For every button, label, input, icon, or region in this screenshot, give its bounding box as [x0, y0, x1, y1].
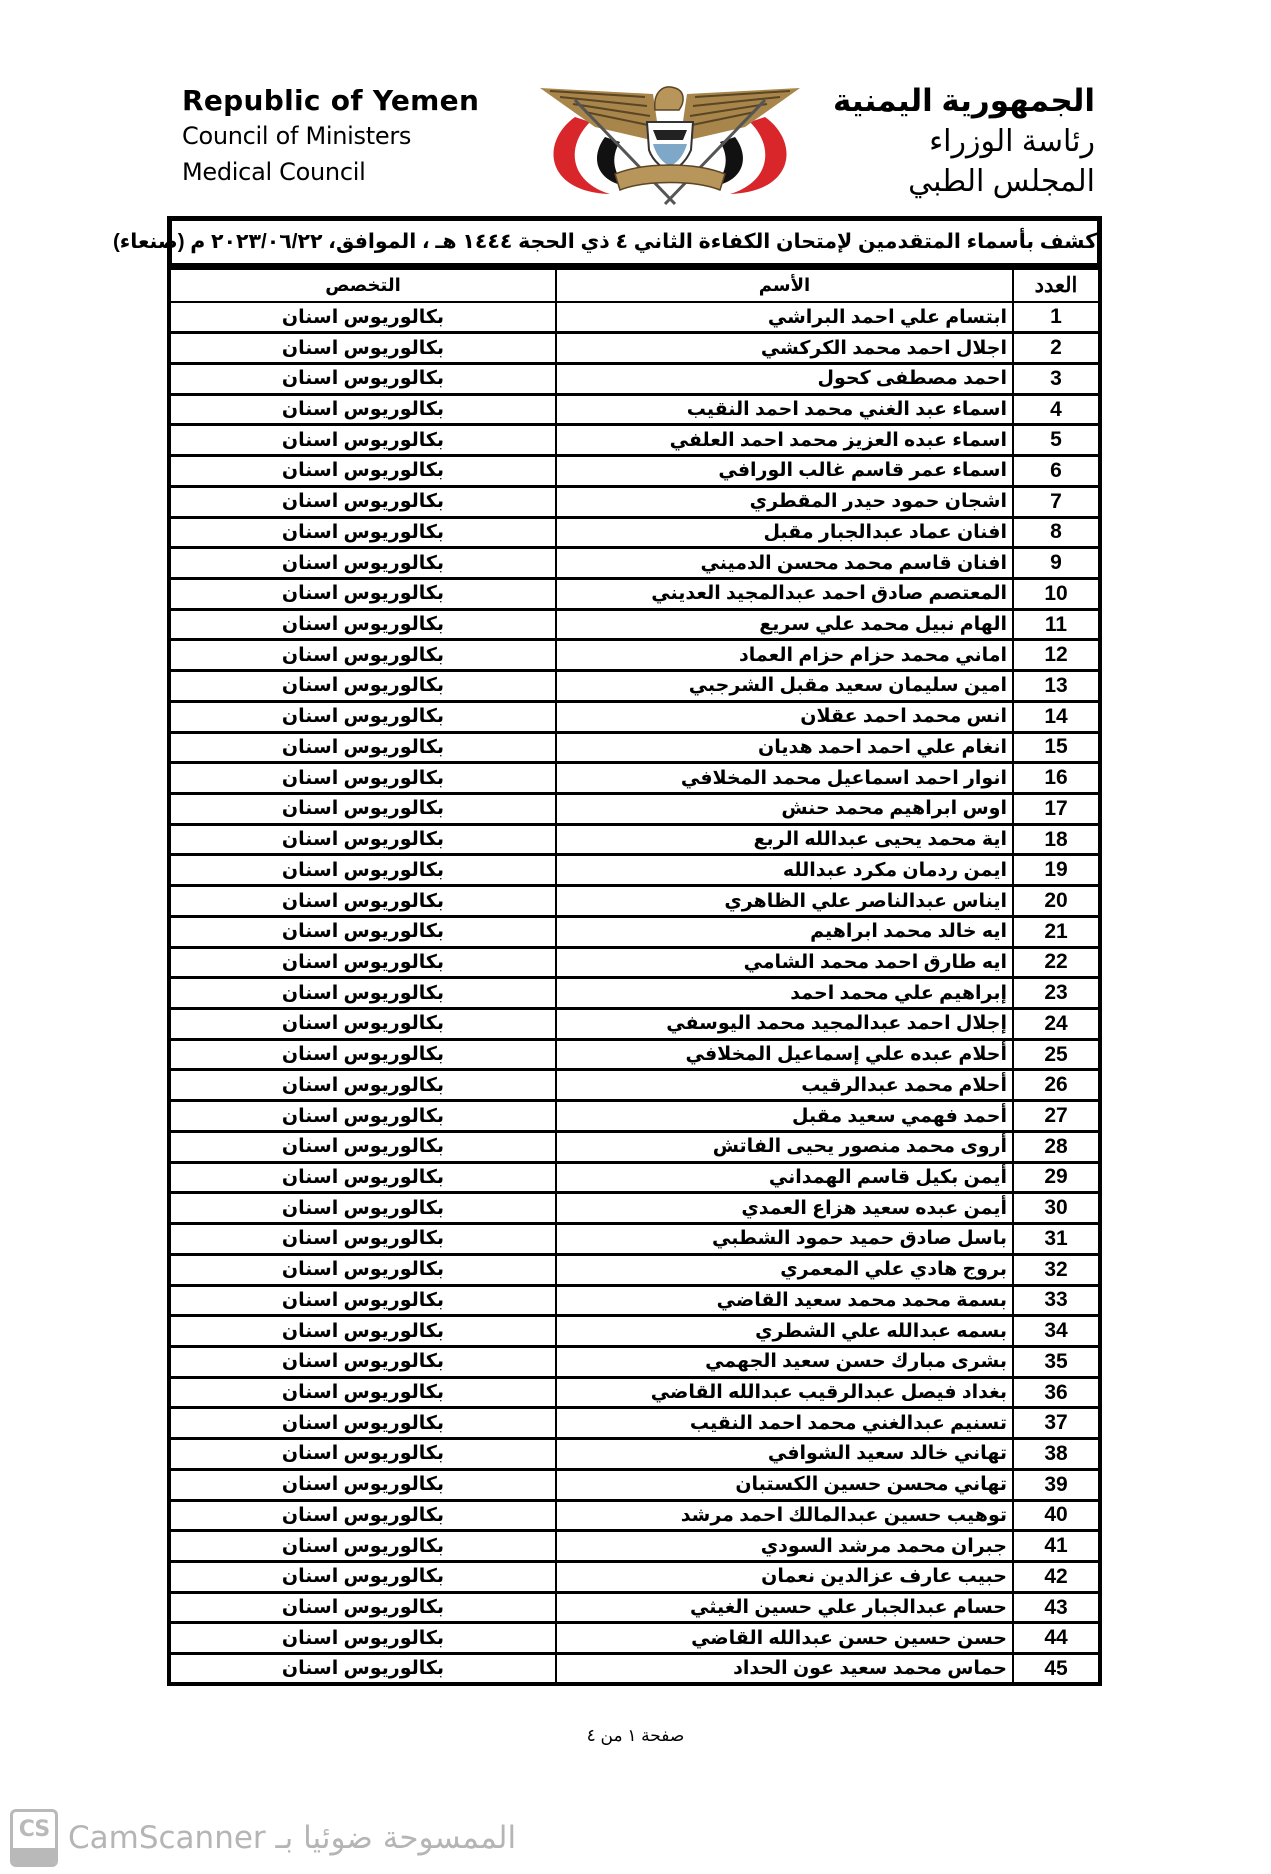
row-number: 33 — [1013, 1285, 1100, 1316]
applicant-specialization: بكالوريوس اسنان — [169, 1623, 556, 1654]
applicant-name: بشرى مبارك حسن سعيد الجهمي — [556, 1346, 1013, 1377]
english-header — [182, 84, 479, 190]
table-row — [169, 1070, 1100, 1101]
applicant-name: اوس ابراهيم محمد حنش — [556, 794, 1013, 825]
applicant-specialization: بكالوريوس اسنان — [169, 425, 556, 456]
row-number: 14 — [1013, 701, 1100, 732]
table-row — [169, 1346, 1100, 1377]
row-number: 16 — [1013, 763, 1100, 794]
row-number: 19 — [1013, 855, 1100, 886]
ministry-name-ar: رئاسة الوزراء — [929, 125, 1095, 158]
applicant-specialization: بكالوريوس اسنان — [169, 1592, 556, 1623]
table-row — [169, 333, 1100, 364]
row-number: 13 — [1013, 671, 1100, 702]
table-body — [169, 302, 1100, 1684]
table-row — [169, 302, 1100, 333]
applicant-name: أيمن بكيل قاسم الهمداني — [556, 1162, 1013, 1193]
applicant-name: جبران محمد مرشد السودي — [556, 1531, 1013, 1562]
row-number: 28 — [1013, 1131, 1100, 1162]
country-name-ar: الجمهورية اليمنية — [832, 83, 1095, 118]
applicant-name: إجلال احمد عبدالمجيد محمد اليوسفي — [556, 1009, 1013, 1040]
table-row — [169, 1377, 1100, 1408]
applicant-specialization: بكالوريوس اسنان — [169, 640, 556, 671]
applicant-specialization: بكالوريوس اسنان — [169, 671, 556, 702]
applicant-specialization: بكالوريوس اسنان — [169, 855, 556, 886]
row-number: 43 — [1013, 1592, 1100, 1623]
applicant-name: بروج هادي علي المعمري — [556, 1254, 1013, 1285]
table-row — [169, 916, 1100, 947]
applicant-specialization: بكالوريوس اسنان — [169, 394, 556, 425]
applicant-name: اسماء عبده العزيز محمد احمد العلفي — [556, 425, 1013, 456]
applicant-name: حسن حسين حسن عبدالله القاضي — [556, 1623, 1013, 1654]
yemen-coat-of-arms-icon — [535, 82, 805, 210]
applicant-specialization: بكالوريوس اسنان — [169, 947, 556, 978]
row-number: 39 — [1013, 1469, 1100, 1500]
row-number: 42 — [1013, 1561, 1100, 1592]
table-row — [169, 1408, 1100, 1439]
applicant-specialization: بكالوريوس اسنان — [169, 732, 556, 763]
applicant-specialization: بكالوريوس اسنان — [169, 1101, 556, 1132]
row-number: 41 — [1013, 1531, 1100, 1562]
applicant-name: الهام نبيل محمد علي سريع — [556, 609, 1013, 640]
applicant-specialization: بكالوريوس اسنان — [169, 548, 556, 579]
table-row — [169, 1009, 1100, 1040]
applicant-name: افنان قاسم محمد محسن الدميني — [556, 548, 1013, 579]
row-number: 17 — [1013, 794, 1100, 825]
applicant-name: المعتصم صادق احمد عبدالمجيد العديني — [556, 578, 1013, 609]
row-number: 27 — [1013, 1101, 1100, 1132]
table-row — [169, 794, 1100, 825]
applicant-name: أحمد فهمي سعيد مقبل — [556, 1101, 1013, 1132]
table-row — [169, 1101, 1100, 1132]
table-row — [169, 1316, 1100, 1347]
applicant-specialization: بكالوريوس اسنان — [169, 701, 556, 732]
applicant-specialization: بكالوريوس اسنان — [169, 916, 556, 947]
column-header-specialization: التخصص — [169, 268, 556, 302]
applicant-name: أحلام محمد عبدالرقيب — [556, 1070, 1013, 1101]
council-name-ar: المجلس الطبي — [908, 165, 1095, 198]
table-row — [169, 978, 1100, 1009]
table-row — [169, 824, 1100, 855]
row-number: 37 — [1013, 1408, 1100, 1439]
document-title: كشف بأسماء المتقدمين لإمتحان الكفاءة الثاني ٤ ذي الحجة ١٤٤٤ هـ ، الموافق، ٢٠٢٣/٠٦/٢٢ م (صنعاء) — [167, 216, 1102, 268]
row-number: 44 — [1013, 1623, 1100, 1654]
applicant-specialization: بكالوريوس اسنان — [169, 609, 556, 640]
table-row — [169, 1162, 1100, 1193]
council-name-en: Medical Council — [182, 158, 366, 186]
table-row — [169, 1285, 1100, 1316]
row-number: 6 — [1013, 456, 1100, 487]
row-number: 22 — [1013, 947, 1100, 978]
row-number: 23 — [1013, 978, 1100, 1009]
applicant-name: ايه خالد محمد ابراهيم — [556, 916, 1013, 947]
applicant-name: ايناس عبدالناصر علي الظاهري — [556, 886, 1013, 917]
applicant-name: تهاني محسن حسين الكستبان — [556, 1469, 1013, 1500]
applicant-specialization: بكالوريوس اسنان — [169, 1009, 556, 1040]
table-row — [169, 732, 1100, 763]
applicants-table — [167, 266, 1102, 1686]
row-number: 9 — [1013, 548, 1100, 579]
applicant-specialization: بكالوريوس اسنان — [169, 1561, 556, 1592]
applicant-specialization: بكالوريوس اسنان — [169, 978, 556, 1009]
ministry-name-en: Council of Ministers — [182, 122, 412, 150]
applicant-name: حبيب عارف عزالدين نعمان — [556, 1561, 1013, 1592]
applicant-name: بسمه عبدالله علي الشطري — [556, 1316, 1013, 1347]
applicant-name: اسماء عمر قاسم غالب الورافي — [556, 456, 1013, 487]
table-row — [169, 1254, 1100, 1285]
applicant-name: اية محمد يحيى عبدالله الربع — [556, 824, 1013, 855]
applicant-specialization: بكالوريوس اسنان — [169, 1346, 556, 1377]
table-row — [169, 517, 1100, 548]
applicant-specialization: بكالوريوس اسنان — [169, 363, 556, 394]
table-row — [169, 640, 1100, 671]
applicant-specialization: بكالوريوس اسنان — [169, 1500, 556, 1531]
applicant-name: ايمن ردمان مكرد عبدالله — [556, 855, 1013, 886]
applicant-name: انس محمد احمد عقلان — [556, 701, 1013, 732]
applicant-name: اماني محمد حزام حزام العماد — [556, 640, 1013, 671]
applicant-specialization: بكالوريوس اسنان — [169, 1131, 556, 1162]
applicant-name: امين سليمان سعيد مقبل الشرجبي — [556, 671, 1013, 702]
table-row — [169, 548, 1100, 579]
applicant-name: أحلام عبده علي إسماعيل المخلافي — [556, 1039, 1013, 1070]
row-number: 15 — [1013, 732, 1100, 763]
applicant-name: إبراهيم علي محمد احمد — [556, 978, 1013, 1009]
applicant-name: ابتسام علي احمد البراشي — [556, 302, 1013, 333]
row-number: 26 — [1013, 1070, 1100, 1101]
applicant-name: اسماء عبد الغني محمد احمد النقيب — [556, 394, 1013, 425]
row-number: 3 — [1013, 363, 1100, 394]
applicant-specialization: بكالوريوس اسنان — [169, 1193, 556, 1224]
table-row — [169, 1561, 1100, 1592]
row-number: 29 — [1013, 1162, 1100, 1193]
row-number: 8 — [1013, 517, 1100, 548]
table-row — [169, 456, 1100, 487]
table-row — [169, 763, 1100, 794]
applicant-specialization: بكالوريوس اسنان — [169, 456, 556, 487]
applicant-specialization: بكالوريوس اسنان — [169, 517, 556, 548]
row-number: 18 — [1013, 824, 1100, 855]
applicant-name: اجلال احمد محمد الكركشي — [556, 333, 1013, 364]
applicant-name: تسنيم عبدالغني محمد احمد النقيب — [556, 1408, 1013, 1439]
row-number: 38 — [1013, 1439, 1100, 1470]
applicant-specialization: بكالوريوس اسنان — [169, 886, 556, 917]
table-row — [169, 1039, 1100, 1070]
applicant-name: انغام علي احمد احمد هديان — [556, 732, 1013, 763]
applicant-specialization: بكالوريوس اسنان — [169, 578, 556, 609]
applicant-specialization: بكالوريوس اسنان — [169, 302, 556, 333]
table-row — [169, 1193, 1100, 1224]
table-row — [169, 886, 1100, 917]
applicant-name: أروى محمد منصور يحيى الفاتش — [556, 1131, 1013, 1162]
table-row — [169, 578, 1100, 609]
table-row — [169, 1469, 1100, 1500]
watermark-text: CamScanner الممسوحة ضوئيا بـ — [68, 1820, 517, 1856]
table-row — [169, 425, 1100, 456]
table-row — [169, 671, 1100, 702]
table-row — [169, 1224, 1100, 1255]
row-number: 32 — [1013, 1254, 1100, 1285]
table-row — [169, 1623, 1100, 1654]
applicant-specialization: بكالوريوس اسنان — [169, 486, 556, 517]
row-number: 21 — [1013, 916, 1100, 947]
table-row — [169, 486, 1100, 517]
applicant-name: ايه طارق احمد محمد الشامي — [556, 947, 1013, 978]
applicant-name: باسل صادق حميد حمود الشطبي — [556, 1224, 1013, 1255]
row-number: 45 — [1013, 1654, 1100, 1685]
applicant-name: حسام عبدالجبار علي حسين الغيثي — [556, 1592, 1013, 1623]
applicant-specialization: بكالوريوس اسنان — [169, 333, 556, 364]
camscanner-watermark — [10, 1812, 516, 1864]
applicant-specialization: بكالوريوس اسنان — [169, 1285, 556, 1316]
applicant-specialization: بكالوريوس اسنان — [169, 1316, 556, 1347]
applicant-specialization: بكالوريوس اسنان — [169, 1531, 556, 1562]
applicant-name: بغداد فيصل عبدالرقيب عبدالله القاضي — [556, 1377, 1013, 1408]
row-number: 20 — [1013, 886, 1100, 917]
applicant-specialization: بكالوريوس اسنان — [169, 1408, 556, 1439]
table-row — [169, 394, 1100, 425]
column-header-number: العدد — [1013, 268, 1100, 302]
applicant-name: حماس محمد سعيد عون الحداد — [556, 1654, 1013, 1685]
row-number: 24 — [1013, 1009, 1100, 1040]
applicant-specialization: بكالوريوس اسنان — [169, 763, 556, 794]
applicant-name: افنان عماد عبدالجبار مقبل — [556, 517, 1013, 548]
row-number: 12 — [1013, 640, 1100, 671]
arabic-header — [833, 80, 1095, 202]
page-number: صفحة ١ من ٤ — [586, 1726, 685, 1745]
applicant-specialization: بكالوريوس اسنان — [169, 1162, 556, 1193]
applicant-specialization: بكالوريوس اسنان — [169, 1377, 556, 1408]
applicant-specialization: بكالوريوس اسنان — [169, 794, 556, 825]
applicant-name: اشجان حمود حيدر المقطري — [556, 486, 1013, 517]
applicant-specialization: بكالوريوس اسنان — [169, 1254, 556, 1285]
applicant-specialization: بكالوريوس اسنان — [169, 1224, 556, 1255]
applicant-specialization: بكالوريوس اسنان — [169, 1654, 556, 1685]
applicant-name: أيمن عبده سعيد هزاع العمدي — [556, 1193, 1013, 1224]
row-number: 11 — [1013, 609, 1100, 640]
table-row — [169, 363, 1100, 394]
column-header-name: الأسم — [556, 268, 1013, 302]
applicant-name: احمد مصطفى كحول — [556, 363, 1013, 394]
row-number: 7 — [1013, 486, 1100, 517]
country-name-en: Republic of Yemen — [182, 84, 480, 117]
row-number: 1 — [1013, 302, 1100, 333]
applicant-specialization: بكالوريوس اسنان — [169, 1469, 556, 1500]
table-row — [169, 1531, 1100, 1562]
applicant-specialization: بكالوريوس اسنان — [169, 824, 556, 855]
table-row — [169, 1439, 1100, 1470]
applicant-name: تهاني خالد سعيد الشوافي — [556, 1439, 1013, 1470]
row-number: 2 — [1013, 333, 1100, 364]
row-number: 34 — [1013, 1316, 1100, 1347]
row-number: 31 — [1013, 1224, 1100, 1255]
table-row — [169, 1654, 1100, 1685]
applicant-specialization: بكالوريوس اسنان — [169, 1439, 556, 1470]
row-number: 36 — [1013, 1377, 1100, 1408]
row-number: 4 — [1013, 394, 1100, 425]
applicant-name: توهيب حسين عبدالمالك احمد مرشد — [556, 1500, 1013, 1531]
table-row — [169, 701, 1100, 732]
table-row — [169, 947, 1100, 978]
table-row — [169, 855, 1100, 886]
table-row — [169, 1592, 1100, 1623]
applicant-specialization: بكالوريوس اسنان — [169, 1070, 556, 1101]
row-number: 30 — [1013, 1193, 1100, 1224]
table-header-row — [169, 268, 1100, 302]
applicant-name: انوار احمد اسماعيل محمد المخلافي — [556, 763, 1013, 794]
table-row — [169, 1500, 1100, 1531]
row-number: 25 — [1013, 1039, 1100, 1070]
row-number: 10 — [1013, 578, 1100, 609]
row-number: 40 — [1013, 1500, 1100, 1531]
row-number: 5 — [1013, 425, 1100, 456]
table-row — [169, 1131, 1100, 1162]
row-number: 35 — [1013, 1346, 1100, 1377]
applicant-name: بسمة محمد محمد سعيد القاضي — [556, 1285, 1013, 1316]
table-row — [169, 609, 1100, 640]
camscanner-logo-icon: CS — [10, 1809, 58, 1867]
applicant-specialization: بكالوريوس اسنان — [169, 1039, 556, 1070]
